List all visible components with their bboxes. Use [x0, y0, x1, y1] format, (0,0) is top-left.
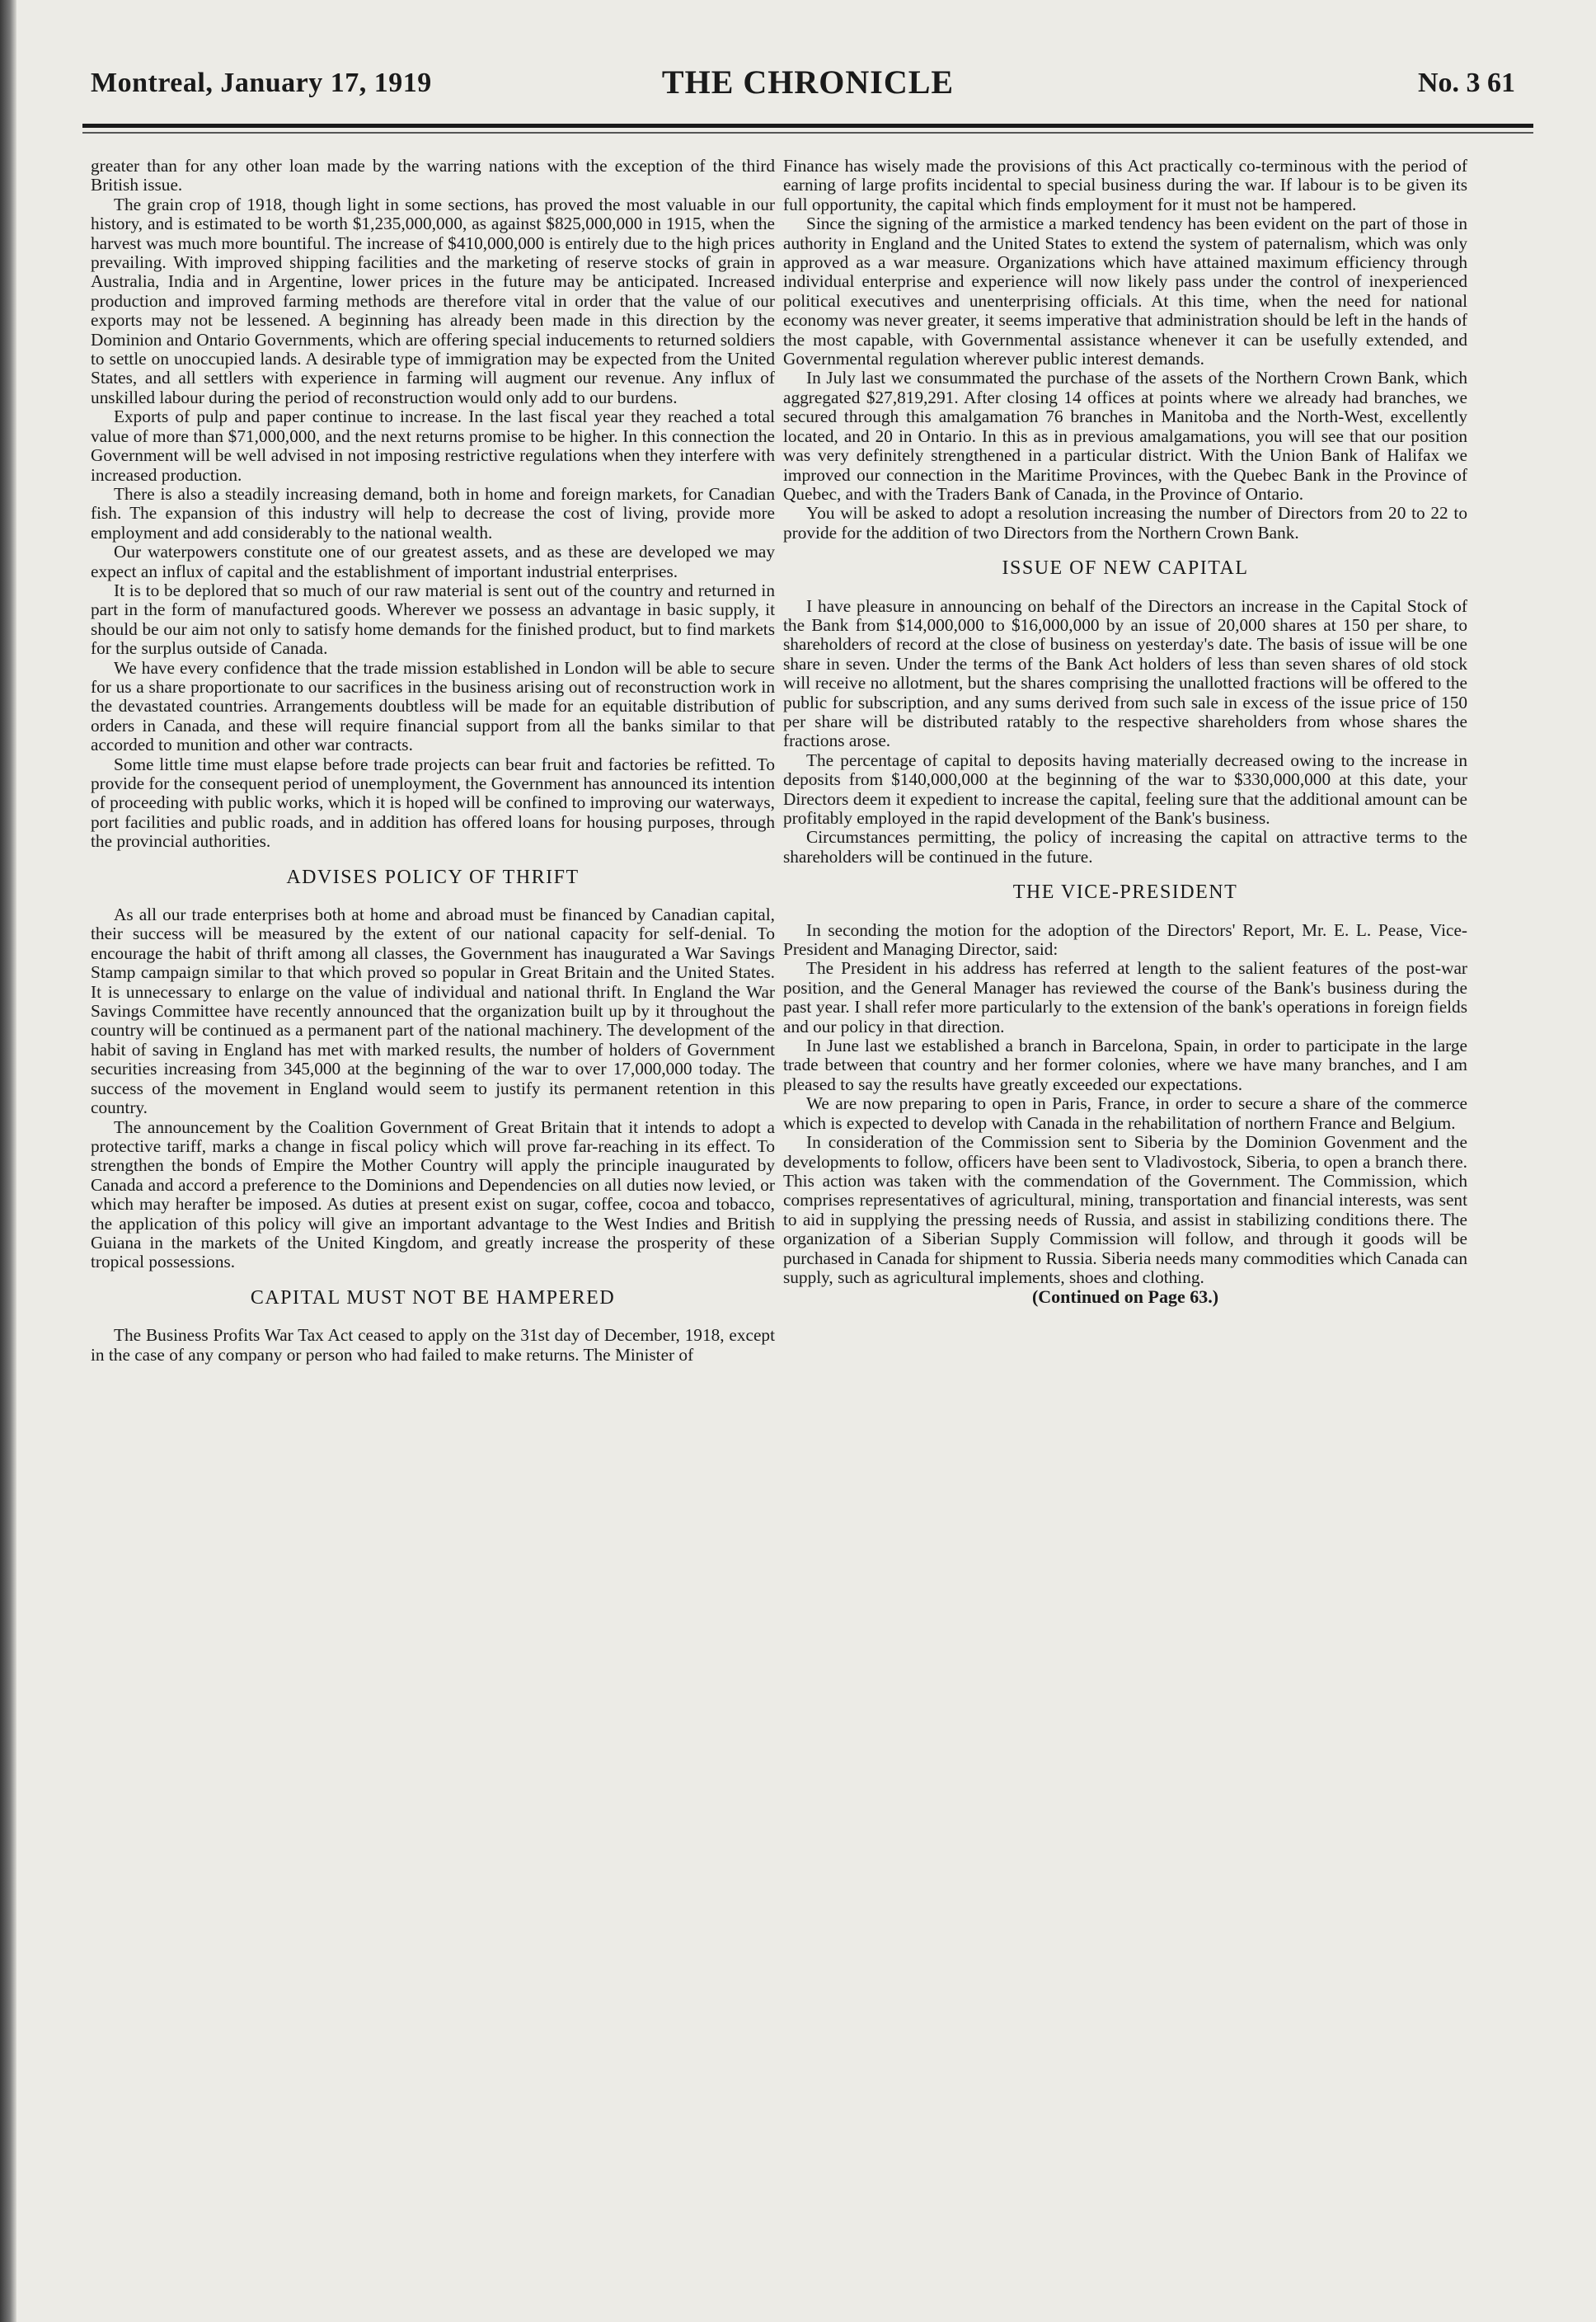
- paragraph: The Business Profits War Tax Act ceased to apply on the 31st day of December, 1918, except in the case of any company or person who had failed to make returns. The Minister of: [91, 1325, 775, 1365]
- paragraph: Since the signing of the armistice a marked tendency has been evident on the part of those in authority in England and the United States to extend the system of paternalism, which was only approved as a war measure. Organizations which have attained maximum efficiency through individual enterprise and experience will now likely pass under the control of inexperienced political executives and unenterprising officials. At this time, when the need for national economy was never greater, it seems imperative that administration should be left in the hands of the most capable, with Governmental assistance whenever it can be usefully extended, and Governmental regulation wherever public interest demands.: [783, 214, 1467, 369]
- paragraph: The President in his address has referred at length to the salient features of the post-war position, and the General Manager has reviewed the course of the Bank's business during the past year. I shall refer more particularly to the extension of the bank's operations in foreign fields and our policy in that direction.: [783, 958, 1467, 1036]
- section-heading-capital: CAPITAL MUST NOT BE HAMPERED: [250, 1286, 616, 1309]
- paragraph: The announcement by the Coalition Government of Great Britain that it intends to adopt a protective tariff, marks a change in fiscal policy which will prove far-reaching in its effect. To strengthen the bonds of Empire the Mother Country will apply the principle inaugurated by Canada and accord a preference to the Dominions and Dependencies on all duties now levied, or which may herafter be imposed. As duties at present exist on sugar, coffee, cocoa and tobacco, the application of this policy will give an important advantage to the West Indies and British Guiana in the markets of the United Kingdom, and greatly increase the prosperity of these tropical possessions.: [91, 1116, 775, 1272]
- paragraph: In July last we consummated the purchase of the assets of the Northern Crown Bank, which aggregated $27,819,291. After closing 14 offices at points where we already had branches, we secured through this amalgamation 76 branches in Manitoba and the North-West, excellently located, and 20 in Ontario. In this as in previous amalgamations, you will see that our position was very definitely strengthened in a particular district. With the Union Bank of Halifax we improved our connection in the Maritime Provinces, with the Quebec Bank in the Province of Quebec, and with the Traders Bank of Canada, in the Province of Ontario.: [783, 368, 1467, 504]
- paragraph: Some little time must elapse before trade projects can bear fruit and factories be refitted. To provide for the consequent period of unemployment, the Government has announced its intention of proceeding with public works, which it is hoped will be confined to improving our waterways, port facilities and public roads, and in addition has offered loans for housing purposes, through the provincial authorities.: [91, 754, 775, 852]
- newspaper-page: [82, 58, 1533, 2301]
- masthead: [82, 58, 1533, 115]
- paragraph: We have every confidence that the trade mission established in London will be able to secure for us a share proportionate to our sacrifices in the business arising out of reconstruction work in the devastated countries. Arrangements doubtless will be made for an equitable distribution of orders in Canada, and these will require financial support from all the banks similar to that accorded to munition and other war contracts.: [91, 657, 775, 755]
- paragraph: The grain crop of 1918, though light in some sections, has proved the most valuable in our history, and is estimated to be worth $1,235,000,000, as against $825,000,000 in 1915, when the harvest was much more bountiful. The increase of $410,000,000 is entirely due to the high prices prevailing. With improved shipping facilities and the marketing of reserve stocks of grain in Australia, India and in Argentine, lower prices in the future may be anticipated. Increased production and improved farming methods are therefore vital in order that the value of our exports may not be lessened. A beginning has already been made in this direction by the Dominion and Ontario Governments, which are offering special inducements to returned soldiers to settle on unoccupied lands. A desirable type of immigration may be expected from the United States, and all settlers with experience in farming will augment our revenue. Any influx of unskilled labour during the period of reconstruction would only add to our burdens.: [91, 194, 775, 407]
- paragraph: Exports of pulp and paper continue to increase. In the last fiscal year they reached a total value of more than $71,000,000, and the next returns promise to be higher. In this connection the Government will be well advised in not imposing restrictive regulations when they interfere with increased production.: [91, 407, 775, 485]
- masthead-publication-title: THE CHRONICLE: [661, 63, 955, 101]
- paragraph: It is to be deplored that so much of our raw material is sent out of the country and returned in part in the form of manufactured goods. Wherever we possess an advantage in basic supply, it should be our aim not only to satisfy home demands for the finished product, but to find markets for the surplus outside of Canada.: [91, 580, 775, 659]
- paragraph: In June last we established a branch in Barcelona, Spain, in order to participate in the large trade between that country and her former colonies, where we have many branches, and I am pleased to say the results have greatly exceeded our expectations.: [783, 1036, 1467, 1094]
- scan-edge: [0, 0, 16, 2322]
- right-column: [783, 157, 1467, 1307]
- paragraph: As all our trade enterprises both at home and abroad must be financed by Canadian capital, their success will be measured by the extent of our national capacity for self-denial. To encourage the habit of thrift among all classes, the Government has inaugurated a War Savings Stamp campaign similar to that which proved so popular in Great Britain and the United States. It is unnecessary to enlarge on the value of individual and national thrift. In England the War Savings Committee have recently announced that the organization built up by it throughout the country will be continued as a permanent part of the national machinery. The development of the habit of saving in England has met with marked results, the number of holders of Government securities increasing from 345,000 at the beginning of the war to over 17,000,000 today. The success of the movement in England would seem to justify its permanent retention in this country.: [91, 905, 775, 1118]
- masthead-rule: [82, 124, 1533, 128]
- paragraph: The percentage of capital to deposits having materially decreased owing to the increase in deposits from $140,000,000 at the beginning of the war to $330,000,000 at this date, your Directors deem it expedient to increase the capital, feeling sure that the additional amount can be profitably employed in the rapid development of the Bank's business.: [783, 750, 1467, 828]
- masthead-rule-thin: [82, 132, 1533, 134]
- paragraph: You will be asked to adopt a resolution increasing the number of Directors from 20 to 22 to provide for the addition of two Directors from the Northern Crown Bank.: [783, 503, 1467, 543]
- section-heading-thrift: ADVISES POLICY OF THRIFT: [286, 866, 580, 888]
- paragraph: Our waterpowers constitute one of our greatest assets, and as these are developed we may expect an influx of capital and the establishment of important industrial enterprises.: [91, 542, 775, 581]
- paragraph: Circumstances permitting, the policy of increasing the capital on attractive terms to the shareholders will be continued in the future.: [783, 827, 1467, 867]
- left-column: [91, 157, 775, 1365]
- masthead-place-date: Montreal, January 17, 1919: [91, 68, 432, 98]
- section-heading-issue: ISSUE OF NEW CAPITAL: [1002, 557, 1249, 580]
- masthead-issue-page: No. 3 61: [1417, 68, 1515, 98]
- paragraph: I have pleasure in announcing on behalf of the Directors an increase in the Capital Stock of the Bank from $14,000,000 to $16,000,000 by an issue of 20,000 shares at 150 per share, to shareholders of record at the close of business on yesterday's date. The basis of issue will be one share in seven. Under the terms of the Bank Act holders of less than seven shares of old stock will receive no allotment, but the shares comprising the unallotted fractions will be offered to the public for subscription, and any sums derived from such sale in excess of the issue price of 150 per share will be distributed ratably to the respective shareholders from whose shares the fractions arose.: [783, 595, 1467, 751]
- paragraph: greater than for any other loan made by the warring nations with the exception of the third British issue.: [91, 156, 775, 195]
- paragraph: In seconding the motion for the adoption of the Directors' Report, Mr. E. L. Pease, Vice-President and Managing Director, said:: [783, 919, 1467, 960]
- section-heading-vice-president: THE VICE-PRESIDENT: [1012, 881, 1238, 904]
- paragraph: Finance has wisely made the provisions of this Act practically co-terminous with the period of earning of large profits incidental to special business during the war. If labour is to be given its full opportunity, the capital which finds employment for it must not be hampered.: [783, 156, 1467, 214]
- paragraph: There is also a steadily increasing demand, both in home and foreign markets, for Canadian fish. The expansion of this industry will help to decrease the cost of living, provide more employment and add considerably to the national wealth.: [91, 483, 775, 543]
- paragraph: In consideration of the Commission sent to Siberia by the Dominion Govenment and the developments to follow, officers have been sent to Vladivostock, Siberia, to open a branch there. This action was taken with the commendation of the Government. The Commission, which comprises representatives of agricultural, mining, transportation and financial interests, was sent to aid in supplying the pressing needs of Russia, and assist in stabilizing conditions there. The organization of a Siberian Supply Commission will follow, and through it goods will be purchased in Canada for shipment to Russia. Siberia needs many commodities which Canada can supply, such as agricultural implements, shoes and clothing.: [783, 1132, 1467, 1287]
- paragraph: We are now preparing to open in Paris, France, in order to secure a share of the commerce which is expected to develop with Canada in the rehabilitation of northern France and Belgium.: [783, 1093, 1467, 1133]
- continued-notice: (Continued on Page 63.): [1031, 1286, 1219, 1308]
